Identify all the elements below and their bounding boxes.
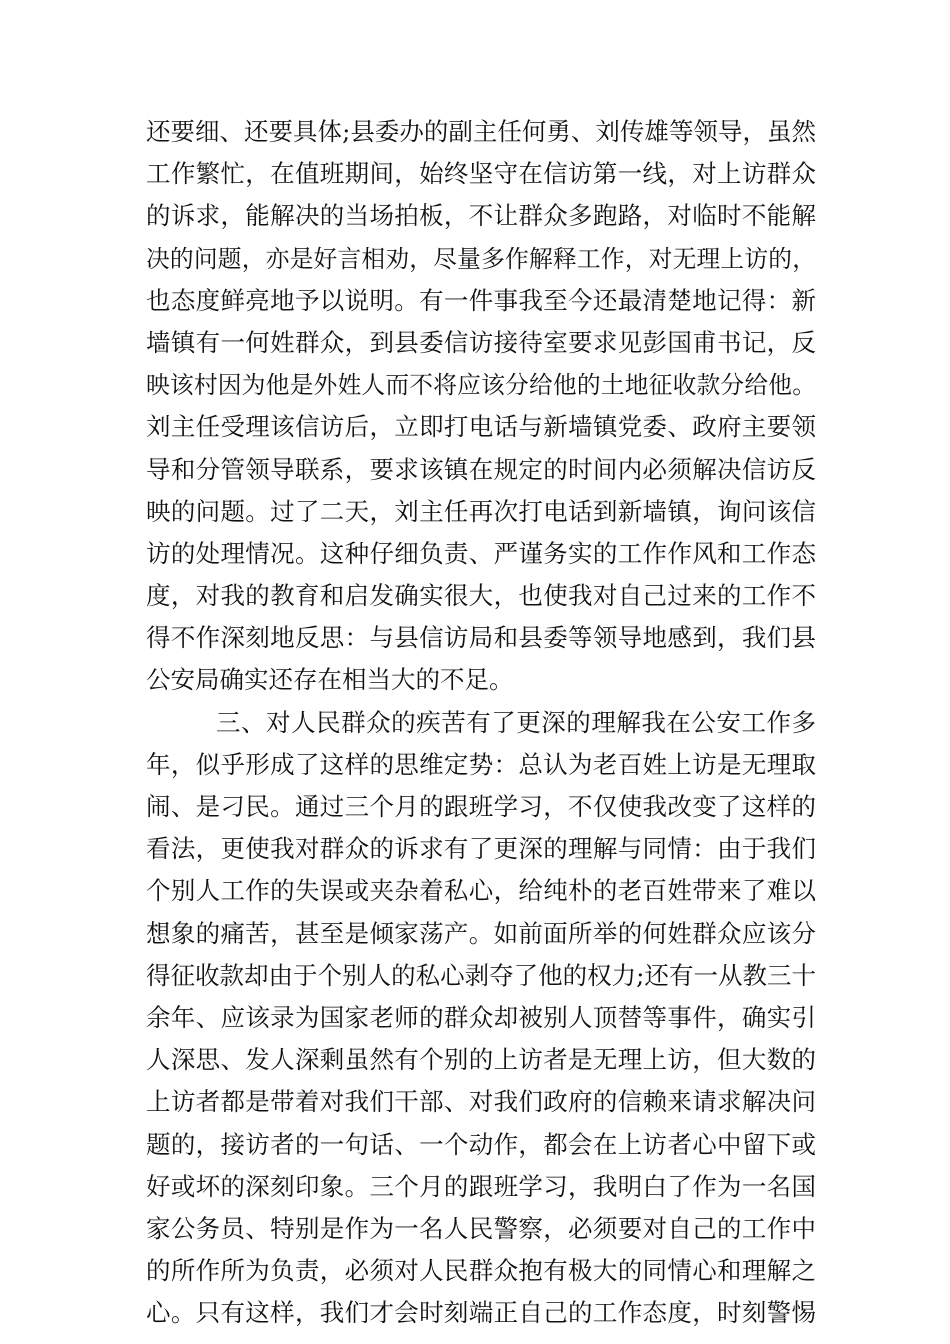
text-line: 人深思、发人深剩虽然有个别的上访者是无理上访，但大数的: [146, 1045, 816, 1075]
text-line: 年，似乎形成了这样的思维定势：总认为老百姓上访是无理取: [146, 749, 816, 779]
text-line: 得不作深刻地反思：与县信访局和县委等领导地感到，我们县: [146, 623, 816, 653]
text-line: 决的问题，亦是好言相劝，尽量多作解释工作，对无理上访的，: [146, 244, 816, 273]
text-line: 工作繁忙，在值班期间，始终坚守在信访第一线，对上访群众: [146, 159, 816, 189]
paragraph-1: [146, 111, 816, 702]
text-line: 的诉求，能解决的当场拍板，不让群众多跑路，对临时不能解: [146, 201, 816, 231]
text-line: 也态度鲜亮地予以说明。有一件事我至今还最清楚地记得：新: [146, 285, 816, 315]
text-line: 家公务员、特别是作为一名人民警察，必须要对自己的工作中: [146, 1213, 816, 1243]
text-line: 的所作所为负责，必须对人民群众抱有极大的同情心和理解之: [146, 1256, 816, 1286]
text-line: 个别人工作的失误或夹杂着私心，给纯朴的老百姓带来了难以: [146, 876, 816, 906]
text-line: 刘主任受理该信访后，立即打电话与新墙镇党委、政府主要领: [146, 412, 816, 442]
text-line: 闹、是刁民。通过三个月的跟班学习，不仅使我改变了这样的: [146, 792, 816, 821]
text-line: 墙镇有一何姓群众，到县委信访接待室要求见彭国甫书记，反: [146, 327, 816, 357]
text-line: 访的处理情况。这种仔细负责、严谨务实的工作作风和工作态: [146, 538, 816, 568]
text-line: 上访者都是带着对我们干部、对我们政府的信赖来请求解决问: [146, 1087, 816, 1117]
text-line: 余年、应该录为国家老师的群众却被别人顶替等事件，确实引: [146, 1002, 816, 1032]
text-line: 还要细、还要具体;县委办的副主任何勇、刘传雄等领导，虽然: [146, 117, 816, 146]
text-line: 得征收款却由于个别人的私心剥夺了他的权力;还有一从教三十: [146, 960, 816, 990]
text-line: 度，对我的教育和启发确实很大，也使我对自己过来的工作不: [146, 581, 816, 611]
body-text: [146, 111, 816, 1334]
text-line: 映的问题。过了二天，刘主任再次打电话到新墙镇，询问该信: [146, 496, 816, 526]
paragraph-2: [146, 702, 816, 1335]
text-line: 映该村因为他是外姓人而不将应该分给他的土地征收款分给他。: [146, 371, 816, 400]
text-line: 题的，接访者的一句话、一个动作，都会在上访者心中留下或: [146, 1129, 816, 1159]
text-line: 想象的痛苦，甚至是倾家荡产。如前面所举的何姓群众应该分: [146, 918, 816, 948]
text-line: 公安局确实还存在相当大的不足。: [146, 665, 514, 695]
text-line: 导和分管领导联系，要求该镇在规定的时间内必须解决信访反: [146, 454, 816, 484]
text-line: 好或坏的深刻印象。三个月的跟班学习，我明白了作为一名国: [146, 1171, 816, 1201]
text-line: 三、对人民群众的疾苦有了更深的理解我在公安工作多: [216, 707, 816, 737]
text-line: 心。只有这样，我们才会时刻端正自己的工作态度，时刻警惕: [146, 1298, 816, 1328]
text-line: 看法，更使我对群众的诉求有了更深的理解与同情：由于我们: [146, 834, 816, 864]
